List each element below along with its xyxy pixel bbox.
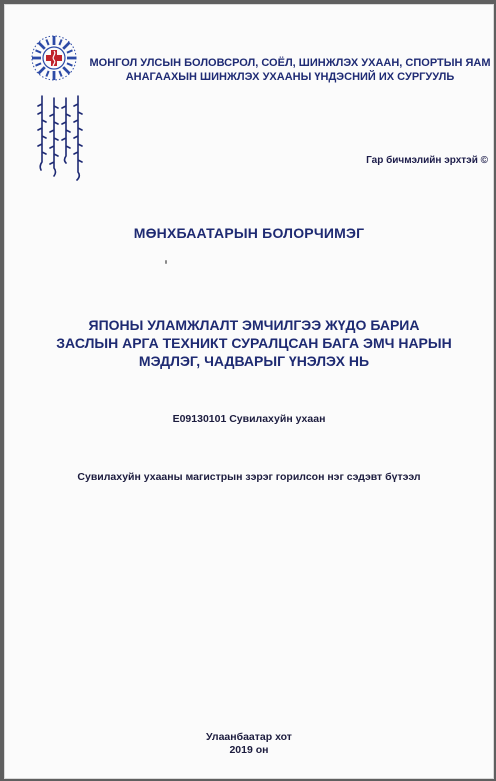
place-and-year (4, 731, 494, 757)
city: Улаанбаатар хот (206, 731, 292, 743)
copyright-notice: Гар бичмэлийн эрхтэй © (366, 155, 488, 166)
mongolian-script-icon (32, 92, 84, 188)
degree-statement: Сувилахуйн ухааны магистрын зэрэг горилсон нэг сэдэвт бүтээл (77, 471, 421, 483)
paper-speck (165, 260, 167, 264)
year: 2019 он (229, 744, 269, 756)
program-code: E09130101 Сувилахуйн ухаан (172, 413, 326, 425)
thesis-title (24, 316, 484, 370)
thesis-title-line-1: ЯПОНЫ УЛАМЖЛАЛТ ЭМЧИЛГЭЭ ЖҮДО БАРИА (88, 317, 420, 333)
university-emblem-icon (30, 34, 78, 82)
thesis-title-line-3: МЭДЛЭГ, ЧАДВАРЫГ ҮНЭЛЭХ НЬ (138, 353, 370, 369)
thesis-title-line-2: ЗАСЛЫН АРГА ТЕХНИКТ СУРАЛЦСАН БАГА ЭМЧ НАРЫН (56, 335, 452, 351)
university-line-1: МОНГОЛ УЛСЫН БОЛОВСРОЛ, СОЁЛ, ШИНЖЛЭХ УХААН, СПОРТЫН ЯАМ (89, 57, 491, 69)
university-line-2: АНАГААХЫН ШИНЖЛЭХ УХААНЫ ҮНДЭСНИЙ ИХ СУРГУУЛЬ (125, 71, 455, 83)
university-name (86, 56, 494, 84)
author-name: МӨНХБААТАРЫН БОЛОРЧИМЭГ (133, 225, 365, 241)
document-page (4, 4, 494, 779)
